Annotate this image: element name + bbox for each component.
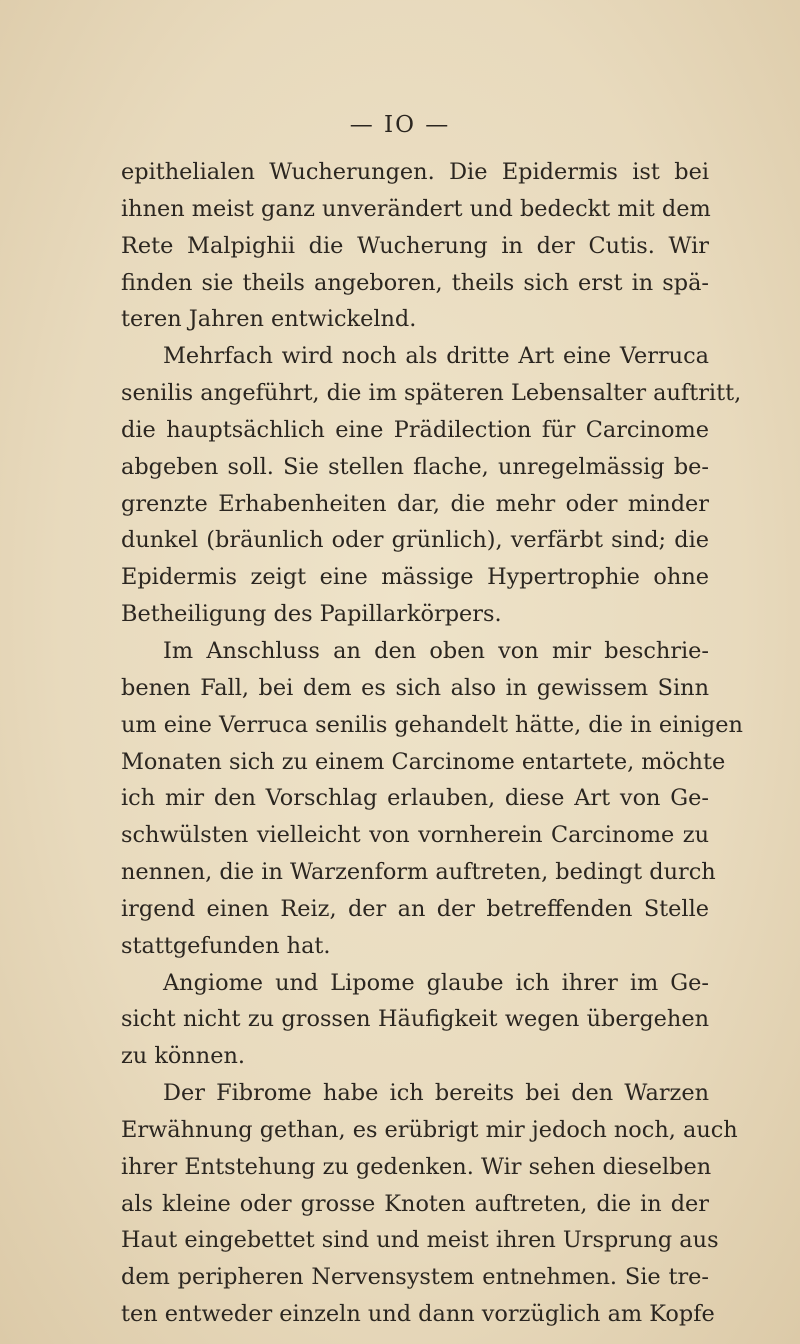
text-line: Angiome und Lipome glaube ich ihrer im Ge- — [163, 969, 709, 996]
text-line: ten entweder einzeln und dann vorzüglich am Kopfe — [121, 1301, 715, 1328]
text-line: dunkel (bräunlich oder grünlich), verfärbt sind; die — [121, 527, 709, 554]
text-line: Erwähnung gethan, es erübrigt mir jedoch noch, auch — [121, 1116, 738, 1143]
text-line: grenzte Erhabenheiten dar, die mehr oder minder — [121, 490, 709, 517]
text-line: stattgefunden hat. — [121, 932, 331, 959]
text-line: Rete Malpighii die Wucherung in der Cutis. Wir — [121, 232, 709, 259]
text-line: die hauptsächlich eine Prädilection für Carcinome — [121, 416, 709, 443]
text-line: Betheiligung des Papillarkörpers. — [121, 601, 502, 628]
text-line: abgeben soll. Sie stellen flache, unregelmässig be- — [121, 453, 709, 480]
text-line: nennen, die in Warzenform auftreten, bedingt durch — [121, 859, 716, 886]
text-line: finden sie theils angeboren, theils sich erst in spä- — [121, 269, 709, 296]
text-line: irgend einen Reiz, der an der betreffenden Stelle — [121, 895, 709, 922]
text-line: sicht nicht zu grossen Häufigkeit wegen übergehen — [121, 1006, 709, 1033]
text-line: epithelialen Wucherungen. Die Epidermis ist bei — [121, 159, 709, 185]
body-text — [121, 154, 743, 1333]
text-line: Monaten sich zu einem Carcinome entartete, möchte — [121, 748, 726, 775]
text-line: zu können. — [121, 1043, 246, 1070]
text-line: Mehrfach wird noch als dritte Art eine Verruca — [163, 343, 709, 370]
text-line: als kleine oder grosse Knoten auftreten, die in der — [121, 1190, 709, 1217]
text-line: ich mir den Vorschlag erlauben, diese Art von Ge- — [121, 785, 709, 812]
text-line: Der Fibrome habe ich bereits bei den Warzen — [163, 1080, 709, 1107]
text-line: Epidermis zeigt eine mässige Hypertrophie ohne — [121, 564, 709, 591]
page-number: — IO — — [349, 112, 451, 138]
text-line: dem peripheren Nervensystem entnehmen. Sie tre- — [121, 1264, 709, 1291]
text-line: ihrer Entstehung zu gedenken. Wir sehen dieselben — [121, 1153, 712, 1180]
text-line: schwülsten vielleicht von vornherein Carcinome zu — [121, 822, 709, 849]
text-line: senilis angeführt, die im späteren Lebensalter auftritt, — [121, 380, 742, 407]
text-line: Haut eingebettet sind und meist ihren Ursprung aus — [121, 1227, 719, 1254]
text-line: ihnen meist ganz unverändert und bedeckt mit dem — [121, 195, 711, 222]
text-line: um eine Verruca senilis gehandelt hätte, die in einigen — [121, 711, 743, 738]
text-line: benen Fall, bei dem es sich also in gewissem Sinn — [121, 674, 709, 701]
text-line: Im Anschluss an den oben von mir beschrie- — [163, 637, 709, 664]
text-line: teren Jahren entwickelnd. — [121, 306, 417, 333]
